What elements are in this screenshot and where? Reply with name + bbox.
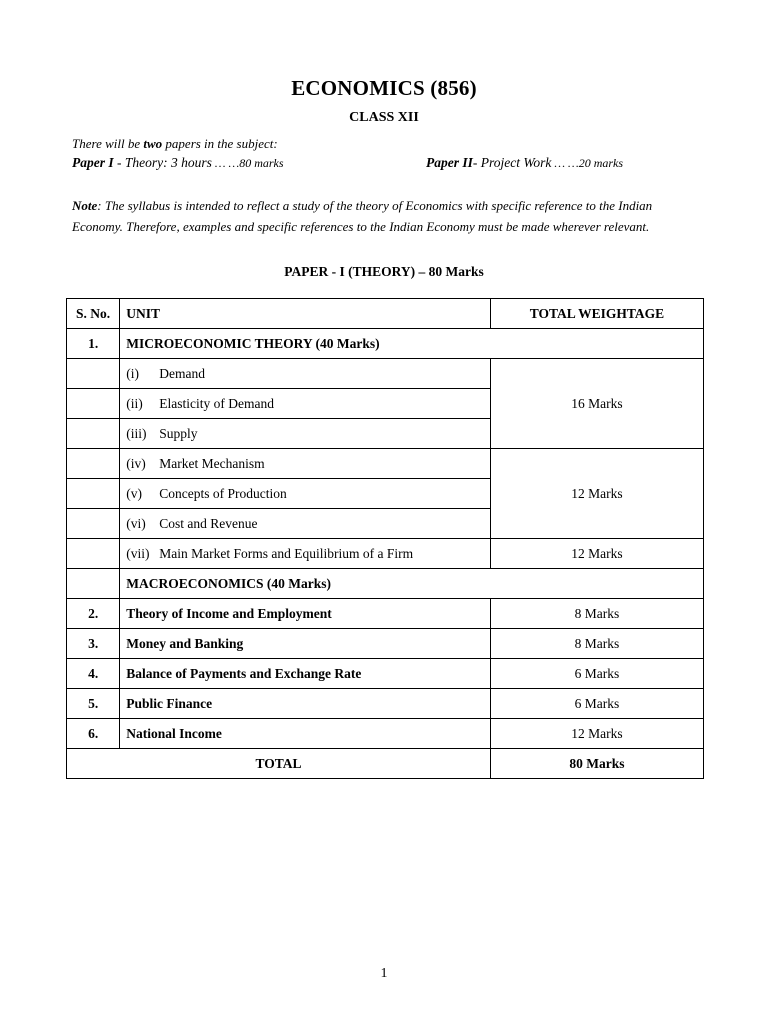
header-sno: S. No. <box>67 299 120 329</box>
intro-suffix: papers in the subject: <box>162 136 278 151</box>
paper-1-label: Paper I <box>72 155 114 170</box>
table-row <box>67 659 704 689</box>
weightage-cell: 8 Marks <box>490 629 703 659</box>
unit-cell <box>120 389 491 419</box>
note-text: : The syllabus is intended to reflect a study of the theory of Economics with specific reference to the Indian Economy. Therefore, examples and specific references to the Indian Economy must be made wherever relevant. <box>72 198 653 234</box>
row-sno: 1. <box>67 329 120 359</box>
unit-name: Public Finance <box>120 689 491 719</box>
intro-emphasis: two <box>143 136 163 151</box>
row-sno: 6. <box>67 719 120 749</box>
unit-name: Demand <box>159 365 205 381</box>
intro-prefix: There will be <box>72 136 144 151</box>
header-weightage: TOTAL WEIGHTAGE <box>490 299 703 329</box>
unit-name: Main Market Forms and Equilibrium of a Firm <box>159 545 414 561</box>
row-sno <box>67 389 120 419</box>
unit-cell <box>120 509 491 539</box>
unit-cell <box>120 359 491 389</box>
unit-name: Theory of Income and Employment <box>120 599 491 629</box>
paper-2-detail: - Project Work <box>472 155 552 170</box>
weightage-cell: 12 Marks <box>490 539 703 569</box>
micro-section-title: MICROECONOMIC THEORY (40 Marks) <box>120 329 704 359</box>
unit-cell <box>120 419 491 449</box>
unit-number: (vii) <box>126 545 150 561</box>
unit-number: (iii) <box>126 425 147 441</box>
row-sno <box>67 539 120 569</box>
row-sno <box>67 359 120 389</box>
paper-1-detail: - Theory: 3 hours <box>113 155 212 170</box>
note-label: Note <box>72 198 98 213</box>
row-sno <box>67 419 120 449</box>
row-sno <box>67 569 120 599</box>
total-label: TOTAL <box>67 749 491 779</box>
unit-name: Market Mechanism <box>159 455 265 471</box>
table-row <box>67 329 704 359</box>
macro-section-title: MACROECONOMICS (40 Marks) <box>120 569 704 599</box>
paper-2-marks: … …20 marks <box>551 156 624 170</box>
table-row <box>67 599 704 629</box>
unit-name: Balance of Payments and Exchange Rate <box>120 659 491 689</box>
unit-number: (vi) <box>126 515 146 531</box>
unit-name: Supply <box>159 425 198 441</box>
document-title: ECONOMICS (856) <box>291 76 477 100</box>
paper-1-marks: … …80 marks <box>211 156 284 170</box>
weightage-cell: 6 Marks <box>490 689 703 719</box>
page-number: 1 <box>380 966 388 981</box>
row-sno: 4. <box>67 659 120 689</box>
row-sno: 3. <box>67 629 120 659</box>
table-row <box>67 689 704 719</box>
unit-number: (i) <box>126 365 139 381</box>
row-sno: 5. <box>67 689 120 719</box>
header-unit: UNIT <box>120 299 491 329</box>
unit-cell <box>120 479 491 509</box>
class-label: CLASS XII <box>349 110 419 125</box>
table-row <box>67 719 704 749</box>
section-heading: PAPER - I (THEORY) – 80 Marks <box>284 264 484 279</box>
weightage-cell: 12 Marks <box>490 719 703 749</box>
unit-number: (iv) <box>126 455 146 471</box>
weightage-cell: 6 Marks <box>490 659 703 689</box>
row-sno <box>67 509 120 539</box>
weightage-cell: 16 Marks <box>490 359 703 449</box>
table-row <box>67 539 704 569</box>
weightage-cell: 8 Marks <box>490 599 703 629</box>
unit-name: Concepts of Production <box>159 485 287 501</box>
row-sno <box>67 449 120 479</box>
unit-name: Elasticity of Demand <box>159 395 274 411</box>
intro-text <box>72 136 278 152</box>
table-row <box>67 569 704 599</box>
syllabus-note <box>72 195 700 237</box>
unit-name: Cost and Revenue <box>159 515 258 531</box>
table-row <box>67 629 704 659</box>
table-row <box>67 359 704 389</box>
unit-name: National Income <box>120 719 491 749</box>
syllabus-table <box>66 298 704 779</box>
table-row <box>67 449 704 479</box>
unit-cell <box>120 539 491 569</box>
row-sno: 2. <box>67 599 120 629</box>
paper-2-info <box>426 155 623 171</box>
total-value: 80 Marks <box>490 749 703 779</box>
unit-name: Money and Banking <box>120 629 491 659</box>
row-sno <box>67 479 120 509</box>
weightage-cell: 12 Marks <box>490 449 703 539</box>
unit-number: (v) <box>126 485 142 501</box>
table-total-row <box>67 749 704 779</box>
unit-number: (ii) <box>126 395 143 411</box>
table-header-row <box>67 299 704 329</box>
unit-cell <box>120 449 491 479</box>
paper-1-info <box>72 155 284 171</box>
paper-2-label: Paper II <box>426 155 473 170</box>
